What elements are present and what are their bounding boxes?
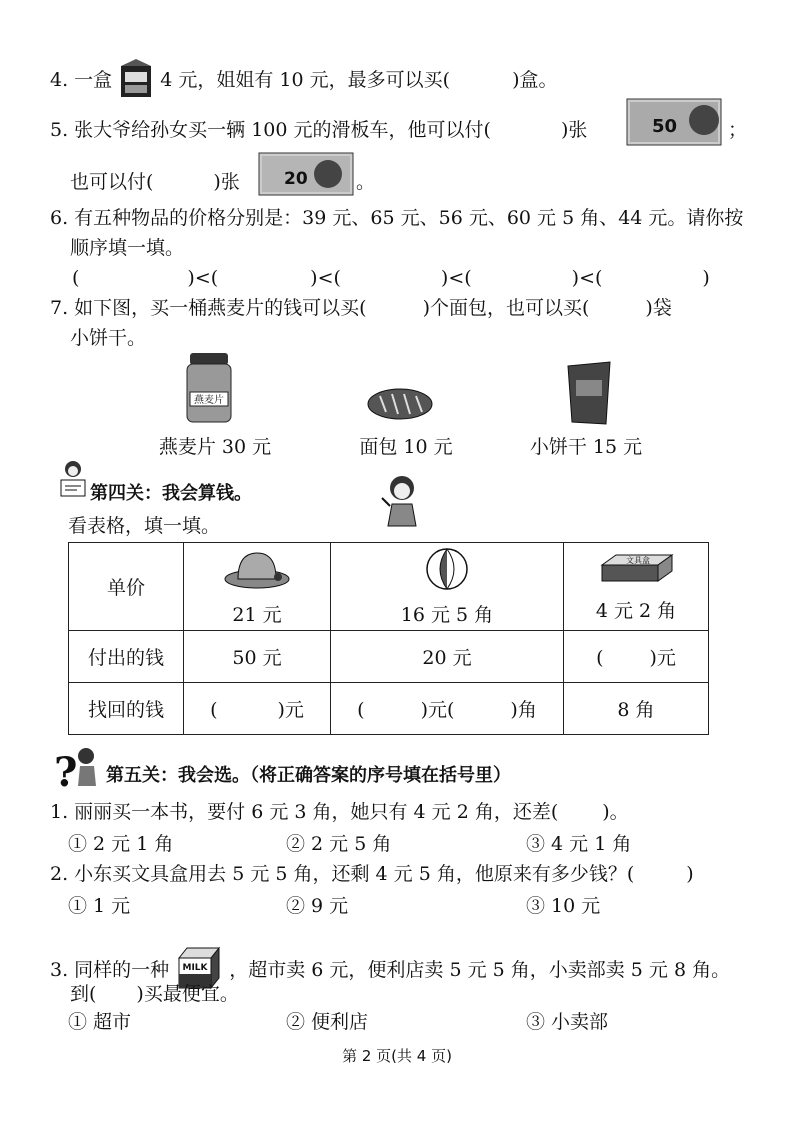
choice-2-option-3: ③ 10 元	[526, 895, 601, 917]
question-6-line-1	[50, 206, 743, 230]
pencil-box-cell	[564, 543, 709, 631]
change-box: 8 角	[564, 683, 709, 735]
price-table	[68, 542, 709, 735]
section-4-instruction: 看表格，填一填。	[68, 515, 221, 537]
q6-lt-3: )<(	[440, 267, 472, 289]
q7-text-4: 小饼干。	[70, 327, 147, 349]
q6-lt-2: )<(	[310, 267, 341, 289]
choice-1-option-3: ③ 4 元 1 角	[526, 833, 632, 855]
q5-text-2: )张	[560, 119, 588, 141]
q6-close: )	[702, 267, 710, 289]
item-cookie-caption: 小饼干 15 元	[529, 436, 643, 458]
note-20-value: 20	[284, 169, 308, 189]
change-ball	[331, 683, 564, 735]
q6-open: (	[72, 267, 80, 289]
change-ball-open: (	[357, 699, 365, 721]
paid-box-close: )元	[649, 647, 676, 669]
choice-3-option-3: ③ 小卖部	[526, 1011, 609, 1033]
q4-text-post: 4 元，姐姐有 10 元，最多可以买(	[160, 69, 451, 91]
banknote-20-icon	[258, 152, 354, 200]
paid-hat: 50 元	[184, 631, 331, 683]
q7-text-1: 7. 如下图，买一桶燕麦片的钱可以买(	[50, 297, 367, 319]
question-5-line-1	[50, 118, 587, 142]
choice-3-line-2	[70, 982, 239, 1006]
choice-1-option-2: ② 2 元 5 角	[286, 833, 392, 855]
svg-text:?: ?	[54, 749, 78, 790]
paid-ball: 20 元	[331, 631, 564, 683]
c3-text-post: ，超市卖 6 元，便利店卖 5 元 5 角，小卖部卖 5 元 8 角。	[229, 959, 731, 981]
row-label-paid: 付出的钱	[69, 631, 184, 683]
question-7-line-2	[70, 326, 146, 350]
banknote-50-icon	[626, 98, 722, 150]
pencil-box-icon	[596, 551, 676, 585]
change-ball-mid: )元(	[420, 699, 455, 721]
table-row	[69, 543, 709, 631]
choice-2-question	[50, 862, 694, 886]
question-mark-boy-icon	[52, 744, 100, 794]
c1-text: 1. 丽丽买一本书，要付 6 元 3 角，她只有 4 元 2 角，还差(	[50, 801, 559, 823]
q4-text-end: )盒。	[512, 69, 558, 91]
choice-3-option-1: ① 超市	[68, 1011, 132, 1033]
change-hat-open: (	[210, 699, 218, 721]
choice-3-option-2: ② 便利店	[286, 1011, 369, 1033]
c1-end: )。	[602, 801, 629, 823]
q5-text-1: 5. 张大爷给孙女买一辆 100 元的滑板车，他可以付(	[50, 119, 491, 141]
c3-line2-end: )买最便宜。	[136, 983, 239, 1005]
paid-box	[564, 631, 709, 683]
choice-2-option-1: ① 1 元	[68, 895, 131, 917]
q5-text-5: )张	[213, 171, 240, 193]
page-footer: 第 2 页(共 4 页)	[342, 1047, 452, 1065]
q7-text-3: )袋	[645, 297, 672, 319]
row-label-change: 找回的钱	[69, 683, 184, 735]
q6-blanks	[72, 266, 710, 290]
table-row	[69, 631, 709, 683]
hat-icon	[222, 547, 292, 591]
milk-label: MILK	[182, 963, 208, 973]
change-hat-close: )元	[277, 699, 304, 721]
cookie-bag-icon	[564, 360, 614, 430]
choice-2-option-2: ② 9 元	[286, 895, 349, 917]
q5-period	[356, 170, 375, 194]
ball-cell	[331, 543, 564, 631]
q7-text-2: )个面包，也可以买(	[422, 297, 590, 319]
ball-price: 16 元 5 角	[400, 603, 494, 626]
paid-box-open: (	[596, 647, 604, 669]
milk-carton-icon	[118, 58, 154, 104]
question-5-line-2	[70, 170, 240, 194]
girl-with-sign-icon	[58, 460, 88, 504]
oatmeal-label: 燕麦片	[194, 395, 224, 406]
question-6-line-2	[70, 236, 184, 260]
q4-text-pre: 4. 一盒	[50, 69, 113, 91]
q5-semicolon	[728, 118, 747, 142]
choice-1-option-1: ① 2 元 1 角	[68, 833, 174, 855]
row-label-price: 单价	[69, 543, 184, 631]
note-50-value: 50	[652, 116, 678, 137]
q5-text-6: 。	[356, 171, 376, 193]
q6-text-1: 6. 有五种物品的价格分别是：39 元、65 元、56 元、60 元 5 角、44 元。请你按	[50, 207, 744, 229]
c2-end: )	[686, 863, 694, 885]
c3-line2-pre: 到(	[70, 983, 97, 1005]
change-hat	[184, 683, 331, 735]
choice-1-question	[50, 800, 629, 824]
section-5-title: 第五关：我会选。（将正确答案的序号填在括号里）	[106, 765, 511, 786]
hat-cell	[184, 543, 331, 631]
item-bread-caption: 面包 10 元	[359, 436, 453, 458]
hat-price: 21 元	[232, 603, 282, 626]
q5-text-3: ；	[728, 119, 748, 141]
section-4-title: 第四关：我会算钱。	[90, 483, 252, 504]
q6-lt-1: )<(	[187, 267, 219, 289]
bread-icon	[366, 386, 434, 426]
change-ball-close: )角	[510, 699, 537, 721]
c3-text-pre: 3. 同样的一种	[50, 959, 170, 981]
beach-ball-icon	[425, 547, 469, 591]
oatmeal-jar-icon	[184, 352, 234, 428]
q6-lt-4: )<(	[571, 267, 603, 289]
cartoon-girl-icon	[380, 474, 422, 534]
question-7-line-1	[50, 296, 672, 320]
pencil-box-price: 4 元 2 角	[595, 599, 677, 622]
q6-text-2: 顺序填一填。	[70, 237, 185, 259]
table-row	[69, 683, 709, 735]
pencil-box-label: 文具盒	[626, 555, 650, 565]
c2-text: 2. 小东买文具盒用去 5 元 5 角，还剩 4 元 5 角，他原来有多少钱？(	[50, 863, 635, 885]
item-oatmeal-caption: 燕麦片 30 元	[158, 436, 272, 458]
q5-text-4: 也可以付(	[70, 171, 154, 193]
question-4	[50, 58, 558, 104]
